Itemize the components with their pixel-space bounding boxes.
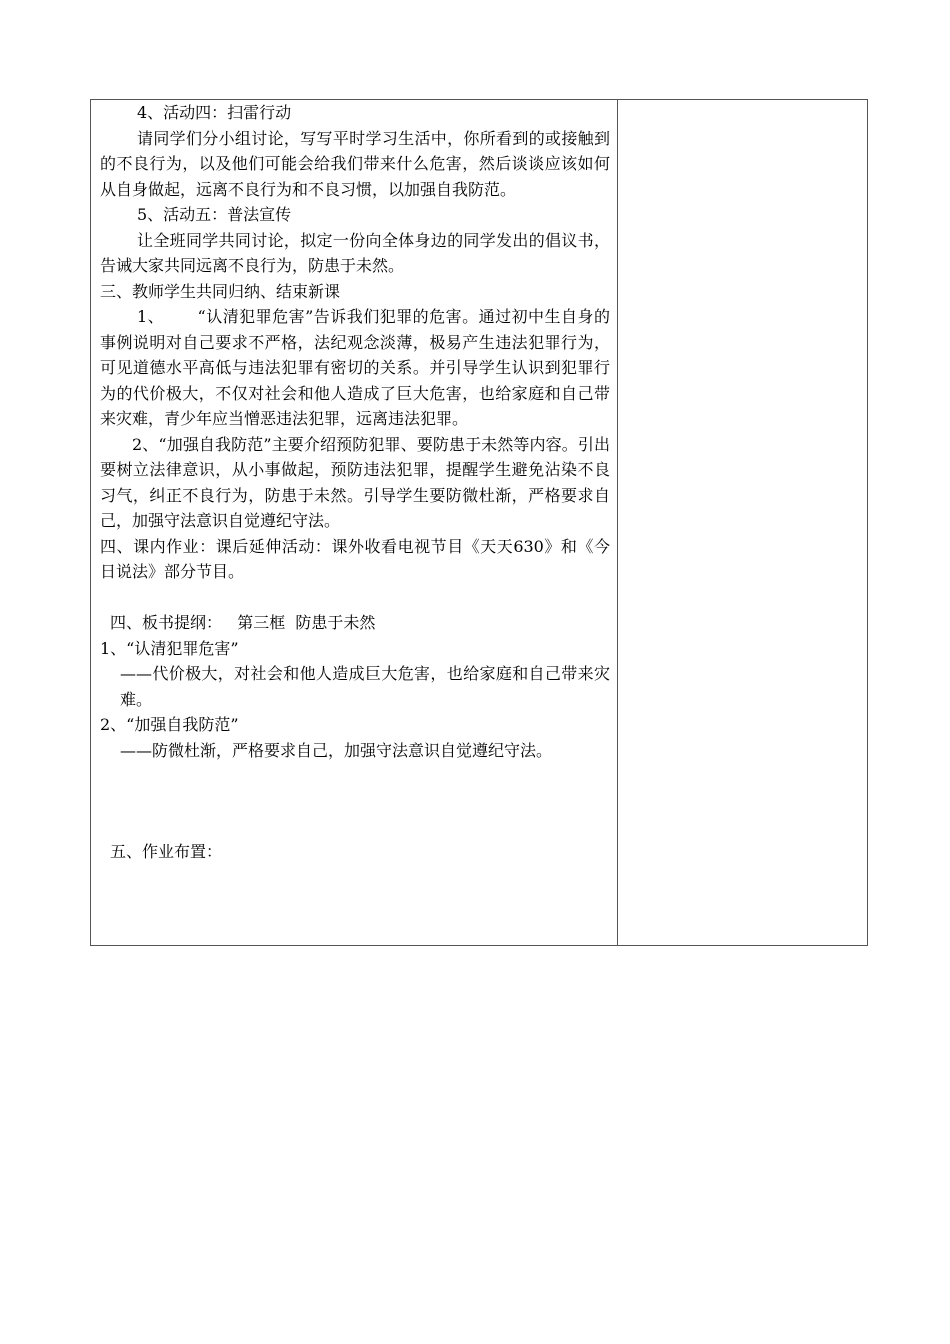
activity5-body: 让全班同学共同讨论，拟定一份向全体身边的同学发出的倡议书，告诫大家共同远离不良行为，防患于未然。: [100, 230, 610, 275]
lesson-content: [100, 100, 610, 865]
section5-title: 五、作业布置：: [110, 842, 223, 861]
lesson-plan-table: [90, 99, 868, 946]
summary-point-2: 2、“加强自我防范”主要介绍预防犯罪、要防患于未然等内容。引出要树立法律意识，从小事做起，预防违法犯罪，提醒学生避免沾染不良习气，纠正不良行为，防患于未然。引导学生要防微杜渐，严格要求自己，加强守法意识自觉遵纪守法。: [100, 434, 610, 530]
board-item-2-body: ——防微杜渐，严格要求自己，加强守法意识自觉遵纪守法。: [120, 740, 553, 760]
blank-line: [100, 585, 610, 611]
board-outline-title: 四、板书提纲： 第三框 防患于未然: [110, 613, 376, 632]
board-item-2-title: 2、“加强自我防范”: [100, 715, 239, 734]
activity5-title: 5、活动五：普法宣传: [137, 205, 292, 224]
board-item-1-body: ——代价极大，对社会和他人造成巨大危害，也给家庭和自己带来灾难。: [120, 664, 610, 709]
summary-point-1: 1、 “认清犯罪危害”告诉我们犯罪的危害。通过初中生自身的事例说明对自己要求不严格，法纪观念淡薄，极易产生违法犯罪行为，可见道德水平高低与违法犯罪有密切的关系。并引导学生认识到犯罪行为的代价极大，不仅对社会和他人造成了巨大危害，也给家庭和自己带来灾难，青少年应当憎恶违法犯罪，远离违法犯罪。: [100, 307, 610, 428]
activity4-title: 4、活动四：扫雷行动: [137, 103, 292, 122]
blank-area: [100, 763, 610, 839]
notes-cell: [618, 100, 867, 945]
homework-in-class: 四、课内作业：课后延伸活动：课外收看电视节目《天天630》和《今日说法》部分节目。: [100, 536, 610, 581]
section3-title: 三、教师学生共同归纳、结束新课: [100, 281, 341, 301]
activity4-body: 请同学们分小组讨论，写写平时学习生活中，你所看到的或接触到的不良行为，以及他们可能会给我们带来什么危害，然后谈谈应该如何从自身做起，远离不良行为和不良习惯，以加强自我防范。: [100, 128, 610, 199]
lesson-content-cell: [91, 100, 618, 945]
board-item-1-title: 1、“认清犯罪危害”: [100, 638, 239, 658]
